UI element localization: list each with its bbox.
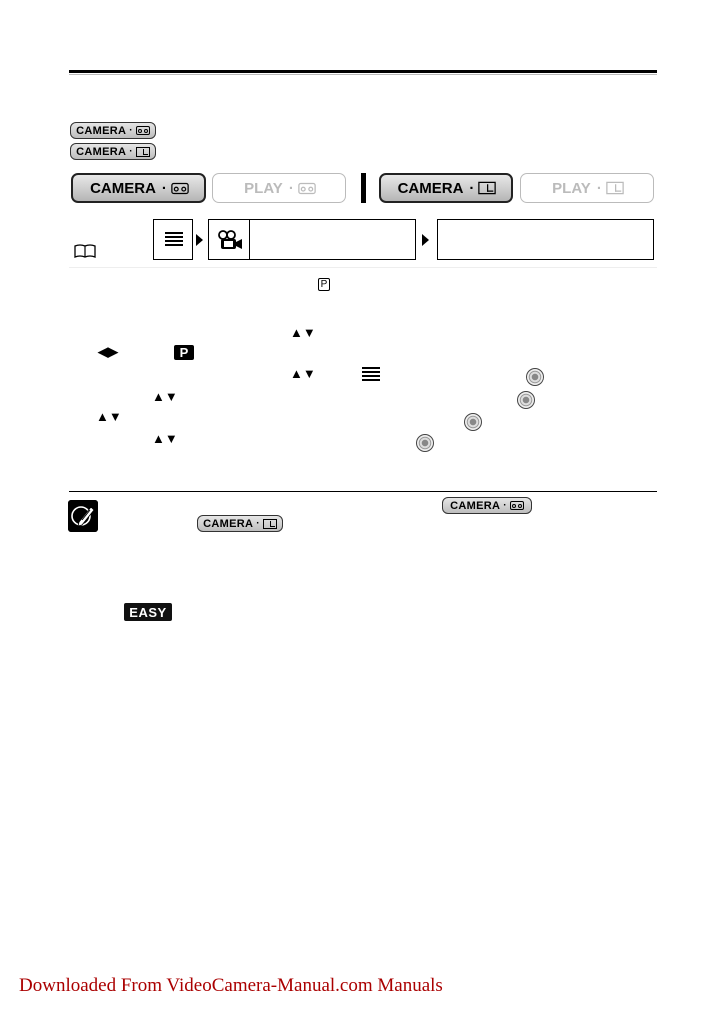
tape-icon (298, 182, 316, 193)
up-down-arrow-icon: ▲▼ (290, 325, 316, 340)
badge-separator: · (129, 125, 133, 136)
footer-link[interactable]: Downloaded From VideoCamera-Manual.com Manuals (19, 975, 443, 996)
mode-divider (361, 173, 366, 203)
up-down-arrow-icon: ▲▼ (152, 431, 178, 446)
camera-card-badge (70, 143, 156, 160)
faint-rule (69, 267, 657, 268)
program-ae-icon: P (174, 345, 194, 360)
badge-label: CAMERA (450, 499, 501, 512)
memory-card-icon (263, 519, 277, 529)
mode-separator: · (161, 179, 167, 197)
mode-label: PLAY (552, 179, 591, 197)
mode-camera-tape (71, 173, 206, 203)
left-right-arrow-icon: ◀▶ (98, 344, 118, 359)
mode-play-tape (212, 173, 346, 203)
mode-camera-card (379, 173, 513, 203)
header-rule (69, 70, 657, 73)
menu-icon (165, 232, 183, 246)
badge-label: CAMERA (203, 517, 254, 530)
memory-card-icon (606, 182, 624, 195)
setting-step-box (437, 219, 654, 260)
tape-icon (510, 501, 524, 510)
mode-separator: · (469, 179, 475, 197)
camera-tape-badge (442, 497, 532, 514)
up-down-arrow-icon: ▲▼ (152, 389, 178, 404)
memory-card-icon (136, 147, 150, 157)
camera-tape-badge (70, 122, 156, 139)
mode-play-card (520, 173, 654, 203)
set-dial-icon (464, 413, 482, 431)
camera-card-badge (197, 515, 283, 532)
up-down-arrow-icon: ▲▼ (96, 409, 122, 424)
note-icon (68, 500, 98, 532)
up-down-arrow-icon: ▲▼ (290, 366, 316, 381)
book-icon (74, 244, 96, 258)
badge-separator: · (503, 500, 507, 511)
tape-icon (136, 126, 150, 135)
menu-icon (362, 367, 380, 381)
mode-separator: · (288, 179, 294, 197)
header-rule-shadow (69, 74, 657, 75)
easy-mode-icon: EASY (124, 603, 172, 621)
set-dial-icon (526, 368, 544, 386)
menu-step-box (153, 219, 193, 260)
tape-icon (171, 182, 189, 193)
set-dial-icon (416, 434, 434, 452)
notes-rule (69, 491, 657, 492)
badge-separator: · (256, 518, 260, 529)
path-arrow-icon (196, 234, 203, 246)
badge-label: CAMERA (76, 124, 127, 137)
mode-label: PLAY (244, 179, 283, 197)
submenu-step-box (208, 219, 416, 260)
badge-separator: · (129, 146, 133, 157)
set-dial-icon (517, 391, 535, 409)
memory-card-icon (479, 182, 497, 195)
mode-label: CAMERA (397, 179, 464, 197)
mode-separator: · (596, 179, 602, 197)
mode-label: CAMERA (90, 179, 156, 197)
camera-icon (217, 230, 243, 250)
badge-label: CAMERA (76, 145, 127, 158)
program-mode-icon: P (318, 278, 330, 291)
path-arrow-icon (422, 234, 429, 246)
